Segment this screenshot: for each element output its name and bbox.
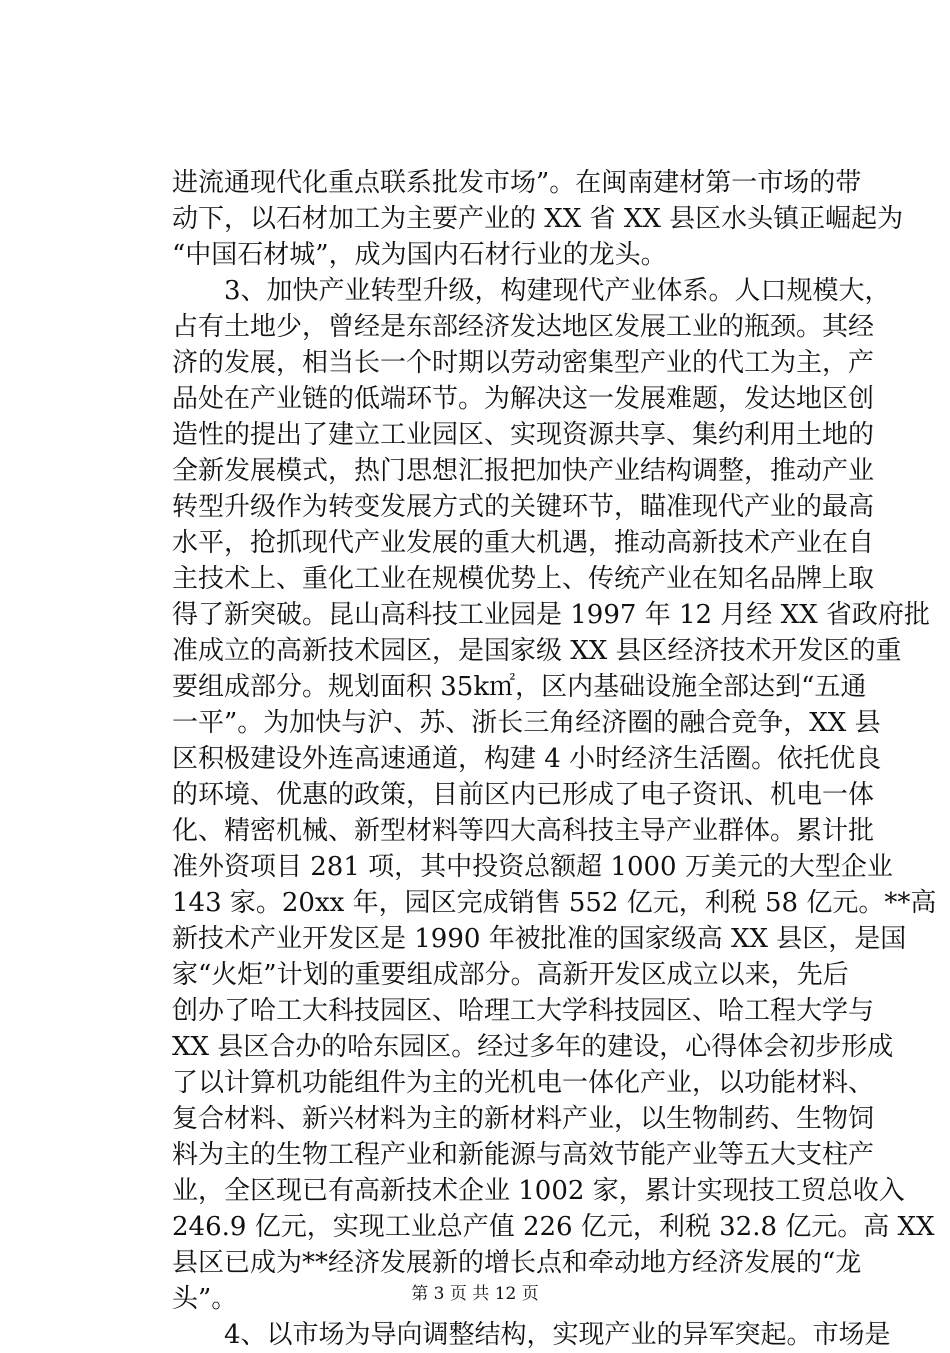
text-line: 准成立的高新技术园区，是国家级 XX 县区经济技术开发区的重	[172, 636, 902, 666]
text-line: 济的发展，相当长一个时期以劳动密集型产业的代工为主，产	[172, 348, 875, 378]
text-line: 转型升级作为转变发展方式的关键环节，瞄准现代产业的最高	[172, 492, 875, 522]
text-line: 准外资项目 281 项，其中投资总额超 1000 万美元的大型企业	[172, 852, 893, 882]
text-line: 品处在产业链的低端环节。为解决这一发展难题，发达地区创	[172, 384, 875, 414]
text-line: 得了新突破。昆山高科技工业园是 1997 年 12 月经 XX 省政府批	[172, 600, 930, 630]
text-line: 家“火炬”计划的重要组成部分。高新开发区成立以来，先后	[172, 960, 849, 990]
text-line: 头”。	[172, 1284, 238, 1314]
text-line: XX 县区合办的哈东园区。经过多年的建设，心得体会初步形成	[172, 1032, 894, 1062]
text-line: 占有土地少，曾经是东部经济发达地区发展工业的瓶颈。其经	[172, 312, 875, 342]
text-line: 143 家。20xx 年，园区完成销售 552 亿元，利税 58 亿元。**高	[172, 888, 937, 918]
text-line: 4、以市场为导向调整结构，实现产业的异军突起。市场是	[172, 1320, 891, 1350]
text-line: 区积极建设外连高速通道，构建 4 小时经济生活圈。依托优良	[172, 744, 882, 774]
text-line: 的环境、优惠的政策，目前区内已形成了电子资讯、机电一体	[172, 780, 875, 810]
text-line: “中国石材城”，成为国内石材行业的龙头。	[172, 240, 667, 270]
text-line: 动下，以石材加工为主要产业的 XX 省 XX 县区水头镇正崛起为	[172, 204, 904, 234]
text-line: 创办了哈工大科技园区、哈理工大学科技园区、哈工程大学与	[172, 996, 875, 1026]
text-line: 进流通现代化重点联系批发市场”。在闽南建材第一市场的带	[172, 168, 862, 198]
text-line: 246.9 亿元，实现工业总产值 226 亿元，利税 32.8 亿元。高 XX	[172, 1212, 935, 1242]
text-line: 3、加快产业转型升级，构建现代产业体系。人口规模大，	[172, 276, 891, 306]
body-text	[172, 165, 937, 1353]
text-line: 了以计算机功能组件为主的光机电一体化产业，以功能材料、	[172, 1068, 875, 1098]
text-line: 全新发展模式，热门思想汇报把加快产业结构调整，推动产业	[172, 456, 875, 486]
text-line: 新技术产业开发区是 1990 年被批准的国家级高 XX 县区，是国	[172, 924, 907, 954]
text-line: 县区已成为**经济发展新的增长点和牵动地方经济发展的“龙	[172, 1248, 862, 1278]
text-line: 要组成部分。规划面积 35k㎡，区内基础设施全部达到“五通	[172, 672, 867, 702]
text-line: 主技术上、重化工业在规模优势上、传统产业在知名品牌上取	[172, 564, 875, 594]
text-line: 化、精密机械、新型材料等四大高科技主导产业群体。累计批	[172, 816, 875, 846]
text-line: 造性的提出了建立工业园区、实现资源共享、集约利用土地的	[172, 420, 875, 450]
text-line: 水平，抢抓现代产业发展的重大机遇，推动高新技术产业在自	[172, 528, 875, 558]
text-line: 业，全区现已有高新技术企业 1002 家，累计实现技工贸总收入	[172, 1176, 905, 1206]
text-line: 复合材料、新兴材料为主的新材料产业，以生物制药、生物饲	[172, 1104, 875, 1134]
text-line: 一平”。为加快与沪、苏、浙长三角经济圈的融合竞争，XX 县	[172, 708, 881, 738]
page-footer: 第 3 页 共 12 页	[411, 1284, 539, 1304]
text-line: 料为主的生物工程产业和新能源与高效节能产业等五大支柱产	[172, 1140, 875, 1170]
